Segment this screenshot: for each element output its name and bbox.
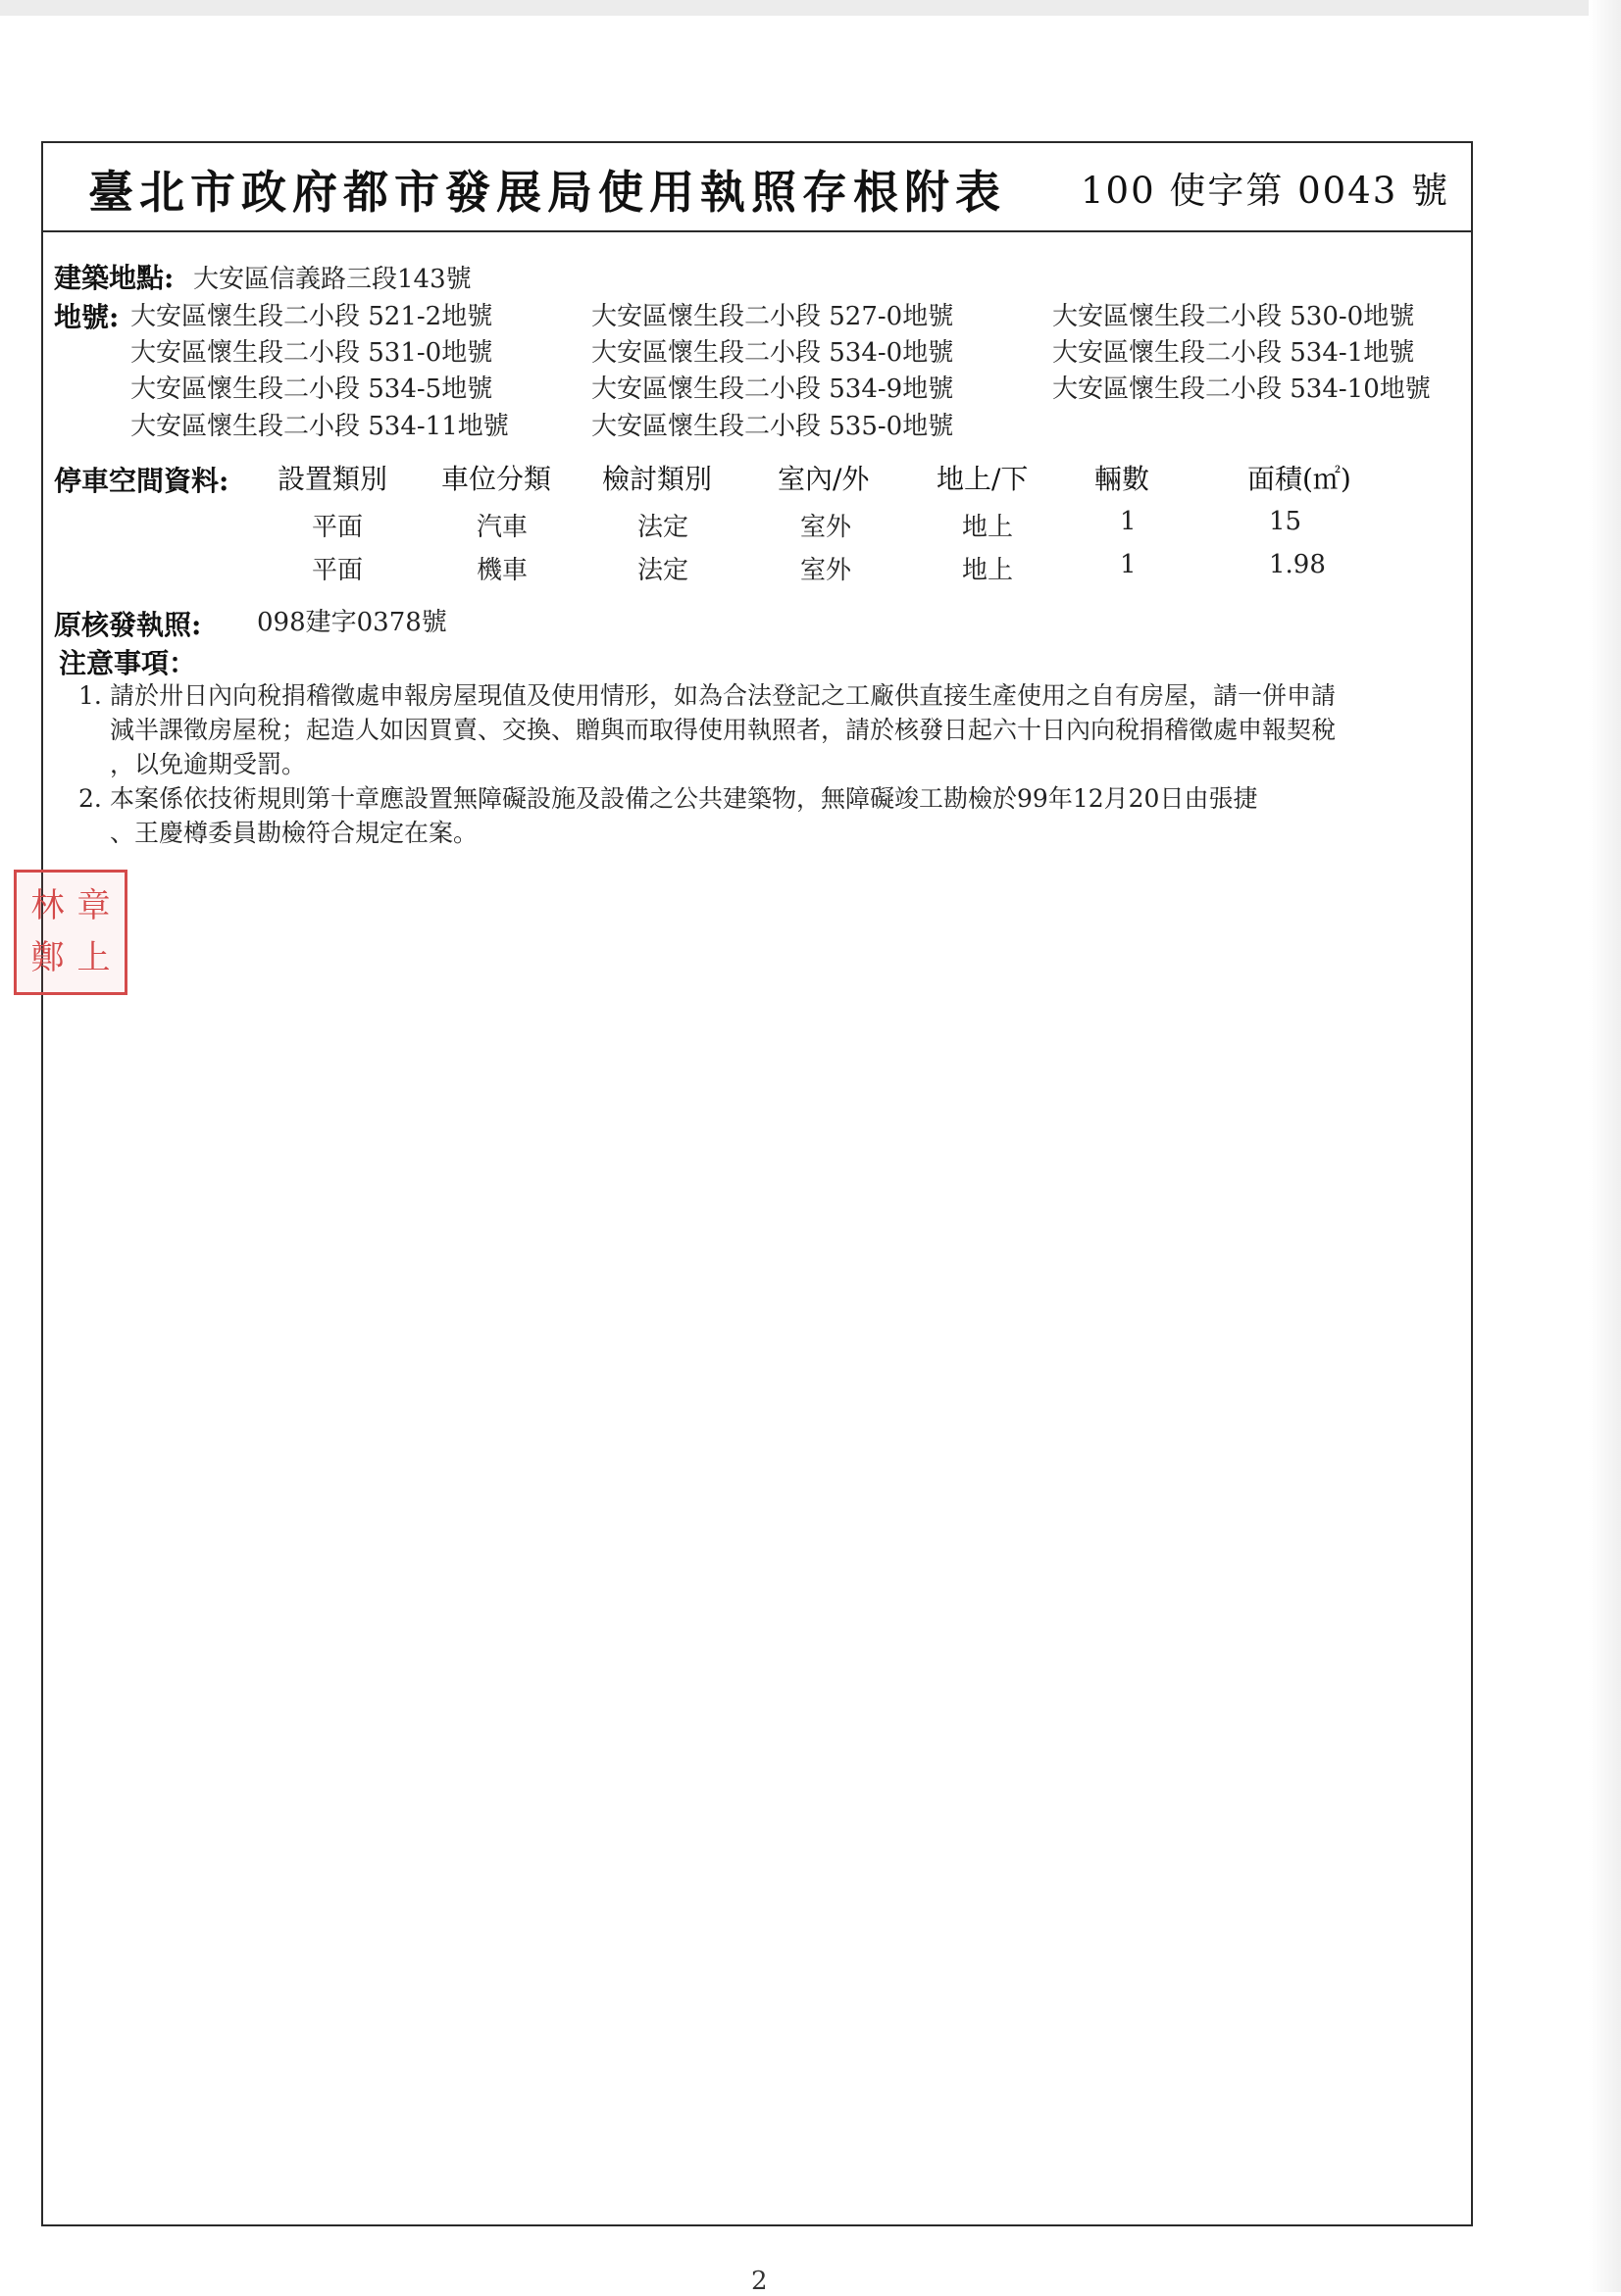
note-line: 本案係依技術規則第十章應設置無障礙設施及設備之公共建築物，無障礙竣工勘檢於99年12月20日由張捷	[110, 784, 1258, 813]
parking-cell: 汽車	[477, 513, 529, 542]
parking-cell: 1	[1120, 507, 1137, 536]
note-line: ，以免逾期受罰。	[110, 750, 307, 778]
lot-item: 大安區懷生段二小段 534-5地號	[130, 374, 493, 404]
parking-cell: 地上	[962, 513, 1014, 542]
parking-cell: 平面	[312, 556, 364, 585]
parking-cell: 法定	[637, 513, 689, 542]
parking-cell: 1	[1120, 550, 1137, 579]
permit-number: 100 使字第 0043 號	[1081, 170, 1450, 212]
parking-header: 面積(㎡)	[1247, 463, 1351, 495]
page-number: 2	[751, 2267, 768, 2296]
parking-cell: 室外	[800, 513, 852, 542]
seal-char: 林	[30, 886, 65, 925]
original-permit-label: 原核發執照:	[54, 609, 202, 641]
parking-header: 設置類別	[278, 463, 388, 495]
lot-item: 大安區懷生段二小段 534-9地號	[591, 374, 954, 404]
note-line: 、王慶樽委員勘檢符合規定在案。	[110, 819, 479, 847]
lot-item: 大安區懷生段二小段 535-0地號	[591, 412, 954, 441]
original-permit-value: 098建字0378號	[257, 608, 447, 637]
parking-cell: 地上	[962, 556, 1014, 585]
parking-cell: 15	[1269, 507, 1302, 536]
parking-cell: 平面	[312, 513, 364, 542]
parking-cell: 機車	[477, 556, 529, 585]
parking-header: 地上/下	[937, 463, 1029, 495]
parking-label: 停車空間資料:	[54, 465, 229, 497]
seal-char: 章	[76, 886, 111, 925]
lot-item: 大安區懷生段二小段 534-0地號	[591, 338, 954, 368]
lots-label: 地號:	[54, 301, 120, 333]
note-line: 減半課徵房屋稅；起造人如因買賣、交換、贈與而取得使用執照者，請於核發日起六十日內向稅捐稽徵處申報契稅	[110, 716, 1337, 744]
lot-item: 大安區懷生段二小段 534-10地號	[1052, 374, 1431, 404]
lot-item: 大安區懷生段二小段 527-0地號	[591, 302, 954, 331]
parking-header: 室內/外	[778, 463, 870, 495]
official-seal-stamp	[14, 870, 127, 995]
notes-label: 注意事項：	[59, 647, 197, 679]
parking-header: 車位分類	[441, 463, 552, 495]
site-address: 大安區信義路三段143號	[193, 265, 472, 294]
title-row	[41, 141, 1473, 232]
note-number: 1.	[78, 681, 102, 710]
scan-edge-top	[0, 0, 1621, 16]
site-label: 建築地點:	[54, 262, 175, 294]
document-frame	[41, 141, 1473, 2226]
parking-cell: 1.98	[1269, 550, 1326, 579]
parking-cell: 室外	[800, 556, 852, 585]
parking-cell: 法定	[637, 556, 689, 585]
document-title: 臺北市政府都市發展局使用執照存根附表	[88, 166, 1006, 219]
lot-item: 大安區懷生段二小段 531-0地號	[130, 338, 493, 368]
lot-item: 大安區懷生段二小段 521-2地號	[130, 302, 493, 331]
lot-item: 大安區懷生段二小段 534-11地號	[130, 412, 509, 441]
seal-char: 鄭	[30, 938, 65, 977]
note-number: 2.	[78, 784, 102, 813]
lot-item: 大安區懷生段二小段 530-0地號	[1052, 302, 1415, 331]
parking-header: 檢討類別	[602, 463, 713, 495]
parking-header: 輛數	[1094, 463, 1150, 495]
scan-edge-right	[1589, 0, 1621, 2292]
note-line: 請於卅日內向稅捐稽徵處申報房屋現值及使用情形，如為合法登記之工廠供直接生產使用之自有房屋，請一併申請	[110, 681, 1337, 710]
seal-char: 上	[76, 938, 111, 977]
lot-item: 大安區懷生段二小段 534-1地號	[1052, 338, 1415, 368]
